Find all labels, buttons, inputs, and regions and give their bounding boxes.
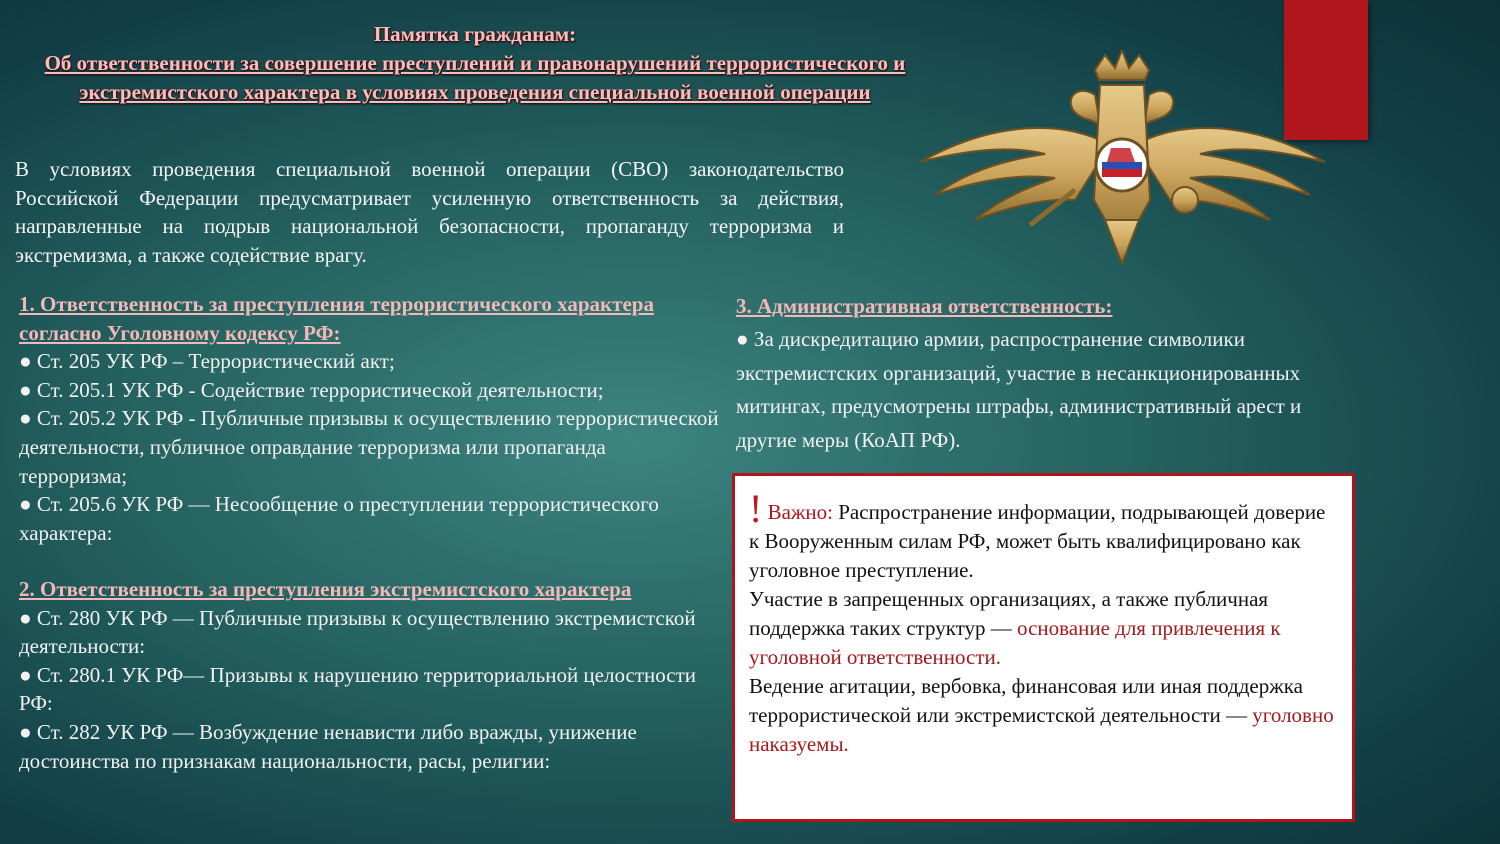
- section-terrorism: [19, 290, 719, 547]
- list-item: ● Ст. 280.1 УК РФ— Призывы к нарушению территориальной целостности РФ:: [19, 662, 696, 716]
- notice-text-2-highlight: основание для привлечения к уголовной ответственности.: [749, 616, 1281, 669]
- list-item: ● Ст. 205.2 УК РФ - Публичные призывы к осуществлению террористической деятельности, публичное оправдание терроризма или пропаганда терроризма;: [19, 406, 719, 488]
- notice-paragraph-2: [749, 585, 1338, 672]
- section-terrorism-heading: 1. Ответственность за преступления террористического характера согласно Уголовному кодексу РФ:: [19, 292, 654, 345]
- list-item: ● Ст. 205.6 УК РФ — Несообщение о преступлении террористического характера:: [19, 492, 659, 545]
- section-extremism: [19, 575, 719, 775]
- section-administrative: [736, 290, 1366, 457]
- intro-paragraph: В условиях проведения специальной военной операции (СВО) законодательство Российской Федерации предусматривает усиленную ответственность за действия, направленные на подрыв национальной безопасности, пропаганду терроризма и экстремизма, а также содействие врагу.: [15, 157, 844, 267]
- double-headed-eagle-emblem-icon: [915, 50, 1330, 265]
- list-item: ● Ст. 205.1 УК РФ - Содействие террористической деятельности;: [19, 377, 604, 402]
- section-extremism-heading: 2. Ответственность за преступления экстремистского характера: [19, 577, 632, 601]
- list-item: ● Ст. 282 УК РФ — Возбуждение ненависти либо вражды, унижение достоинства по признакам национальности, расы, религии:: [19, 719, 637, 773]
- notice-paragraph-3: [749, 672, 1338, 759]
- section-administrative-text: ● За дискредитацию армии, распространение символики экстремистских организаций, участие в несанкционированных митингах, предусмотрены штрафы, административный арест и другие меры (КоАП РФ).: [736, 327, 1302, 452]
- notice-text-3-highlight: уголовно наказуемы.: [749, 703, 1334, 756]
- list-item: ● Ст. 205 УК РФ – Террористический акт;: [19, 349, 395, 374]
- notice-text-1: Распространение информации, подрывающей доверие к Вооруженным силам РФ, может быть квалифицировано как уголовное преступление.: [749, 500, 1326, 582]
- page-title: [40, 20, 910, 107]
- important-notice-box: [732, 473, 1355, 822]
- notice-text-3: Ведение агитации, вербовка, финансовая или иная поддержка террористической или экстремистской деятельности —: [749, 674, 1303, 727]
- section-administrative-heading: 3. Административная ответственность:: [736, 294, 1113, 318]
- list-item: ● Ст. 280 УК РФ — Публичные призывы к осуществлению экстремистской деятельности:: [19, 605, 696, 659]
- title-line-1: Памятка гражданам:: [373, 22, 577, 46]
- exclamation-icon: !: [749, 486, 763, 531]
- title-line-2: Об ответственности за совершение преступлений и правонарушений террористического и экстремистского характера в условиях проведения специальной военной операции: [44, 51, 906, 104]
- notice-paragraph-1: [749, 486, 1338, 585]
- notice-text-2: Участие в запрещенных организациях, а также публичная поддержка таких структур —: [749, 587, 1269, 640]
- notice-label: Важно:: [767, 500, 833, 524]
